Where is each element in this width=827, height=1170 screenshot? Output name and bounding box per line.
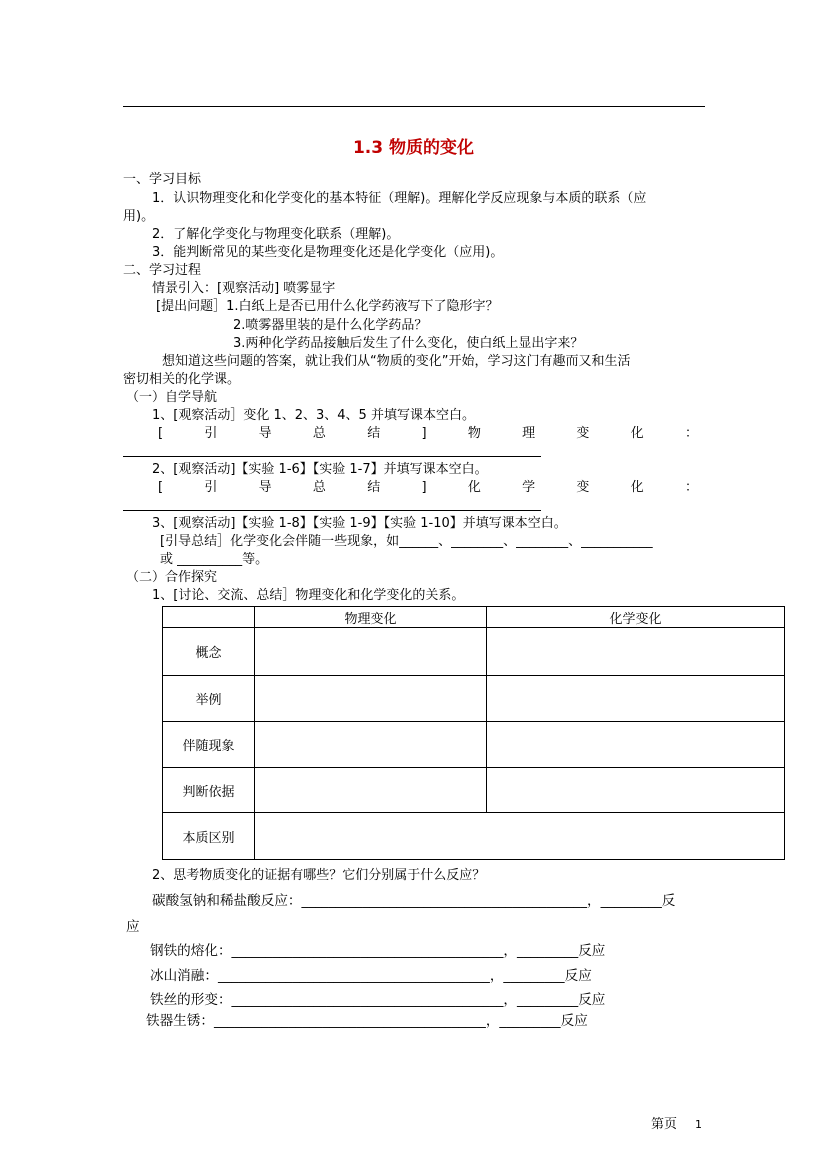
fill-wire-deformation: 铁丝的形变：________________________________________，_________反应 <box>150 992 606 1008</box>
cell-physical-concept[interactable] <box>255 628 487 676</box>
summary-char: 化 <box>630 426 644 441</box>
row-label-concept: 概念 <box>163 628 255 676</box>
cell-physical-criteria[interactable] <box>255 768 487 813</box>
row-label-essence: 本质区别 <box>163 813 255 860</box>
goal-1-line-2: 用)。 <box>123 209 155 224</box>
summary-char: [ <box>158 480 164 495</box>
table-corner-cell <box>163 607 255 628</box>
phenomena-line-1: [引导总结］化学变化会伴随一些现象，如______、________、________、___________ <box>160 534 653 549</box>
table-row <box>163 676 785 722</box>
summary-char: 总 <box>312 480 326 495</box>
summary-chemical-change <box>158 479 698 496</box>
summary-physical-change <box>158 425 698 442</box>
summary-char: ： <box>684 426 698 441</box>
page-title: 1.3 物质的变化 <box>352 138 475 158</box>
summary-char: 理 <box>522 426 536 441</box>
section-heading-goals: 一、学习目标 <box>123 172 202 187</box>
cooperative-item-2: 2、思考物质变化的证据有哪些？它们分别属于什么反应？ <box>152 868 486 883</box>
fill-sodium-bicarbonate-line-1: 碳酸氢钠和稀盐酸反应：__________________________________________，_________反 <box>152 893 676 909</box>
summary-char: 引 <box>204 480 218 495</box>
summary-char: 变 <box>576 426 590 441</box>
goal-3: 3．能判断常见的某些变化是物理变化还是化学变化（应用)。 <box>152 245 504 260</box>
summary-char: 化 <box>467 480 481 495</box>
intro-paragraph-line-2: 密切相关的化学课。 <box>123 372 241 387</box>
fill-iceberg-melting: 冰山消融：________________________________________，_________反应 <box>150 968 592 984</box>
header-rule <box>123 106 705 107</box>
summary-char: 结 <box>367 426 381 441</box>
answer-line-chemical <box>123 510 541 511</box>
fill-sodium-bicarbonate-line-2: 应 <box>126 919 140 935</box>
summary-char: 化 <box>630 480 644 495</box>
scenario-intro: 情景引入：[观察活动] 喷雾显字 <box>152 281 336 296</box>
summary-char: 学 <box>522 480 536 495</box>
row-label-criteria: 判断依据 <box>163 768 255 813</box>
self-study-item-2: 2、[观察活动]【实验 1-6】【实验 1-7】并填写课本空白。 <box>152 462 488 477</box>
summary-char: ] <box>421 480 427 495</box>
cell-essence-difference[interactable] <box>255 813 785 860</box>
column-header-chemical: 化学变化 <box>487 607 785 628</box>
phenomena-line-2: 或 __________等。 <box>160 552 269 567</box>
self-study-item-1: 1、[观察活动］变化 1、2、3、4、5 并填写课本空白。 <box>152 408 475 423</box>
summary-char: 总 <box>312 426 326 441</box>
goal-1-line-1: 1．认识物理变化和化学变化的基本特征（理解)。理解化学反应现象与本质的联系（应 <box>152 191 647 206</box>
question-1: [提出问题］1.白纸上是否已用什么化学药液写下了隐形字？ <box>156 299 499 314</box>
summary-char: 变 <box>576 480 590 495</box>
answer-line-physical <box>123 456 541 457</box>
table-header-row <box>163 607 785 628</box>
summary-char: ： <box>684 480 698 495</box>
cell-chemical-concept[interactable] <box>487 628 785 676</box>
part-1-heading: （一）自学导航 <box>126 390 218 405</box>
row-label-example: 举例 <box>163 676 255 722</box>
cell-physical-example[interactable] <box>255 676 487 722</box>
fill-steel-melting: 钢铁的熔化：________________________________________，_________反应 <box>150 943 606 959</box>
summary-char: 引 <box>204 426 218 441</box>
section-heading-process: 二、学习过程 <box>123 263 202 278</box>
footer-page-number: 1 <box>695 1118 702 1131</box>
summary-char: [ <box>158 426 164 441</box>
cell-chemical-phenomena[interactable] <box>487 722 785 768</box>
fill-iron-rusting: 铁器生锈：________________________________________，_________反应 <box>146 1013 588 1029</box>
table-row <box>163 813 785 860</box>
part-2-heading: （二）合作探究 <box>126 570 218 585</box>
summary-char: 导 <box>258 480 272 495</box>
row-label-phenomena: 伴随现象 <box>163 722 255 768</box>
table-row <box>163 628 785 676</box>
comparison-table <box>162 606 785 860</box>
cooperative-item-1: 1、[讨论、交流、总结］物理变化和化学变化的关系。 <box>152 588 465 603</box>
table-row <box>163 768 785 813</box>
question-2: 2.喷雾器里装的是什么化学药品？ <box>233 318 428 333</box>
summary-char: 结 <box>367 480 381 495</box>
cell-chemical-criteria[interactable] <box>487 768 785 813</box>
question-3: 3.两种化学药品接触后发生了什么变化，使白纸上显出字来？ <box>233 336 584 351</box>
footer-page-label: 第页 <box>651 1117 678 1132</box>
table-row <box>163 722 785 768</box>
intro-paragraph-line-1: 想知道这些问题的答案，就让我们从“物质的变化”开始，学习这门有趣而又和生活 <box>162 354 631 369</box>
cell-chemical-example[interactable] <box>487 676 785 722</box>
goal-2: 2．了解化学变化与物理变化联系（理解)。 <box>152 227 400 242</box>
column-header-physical: 物理变化 <box>255 607 487 628</box>
cell-physical-phenomena[interactable] <box>255 722 487 768</box>
summary-char: 导 <box>258 426 272 441</box>
summary-char: 物 <box>467 426 481 441</box>
self-study-item-3: 3、[观察活动]【实验 1-8】【实验 1-9】【实验 1-10】并填写课本空白。 <box>152 516 567 531</box>
summary-char: ] <box>421 426 427 441</box>
